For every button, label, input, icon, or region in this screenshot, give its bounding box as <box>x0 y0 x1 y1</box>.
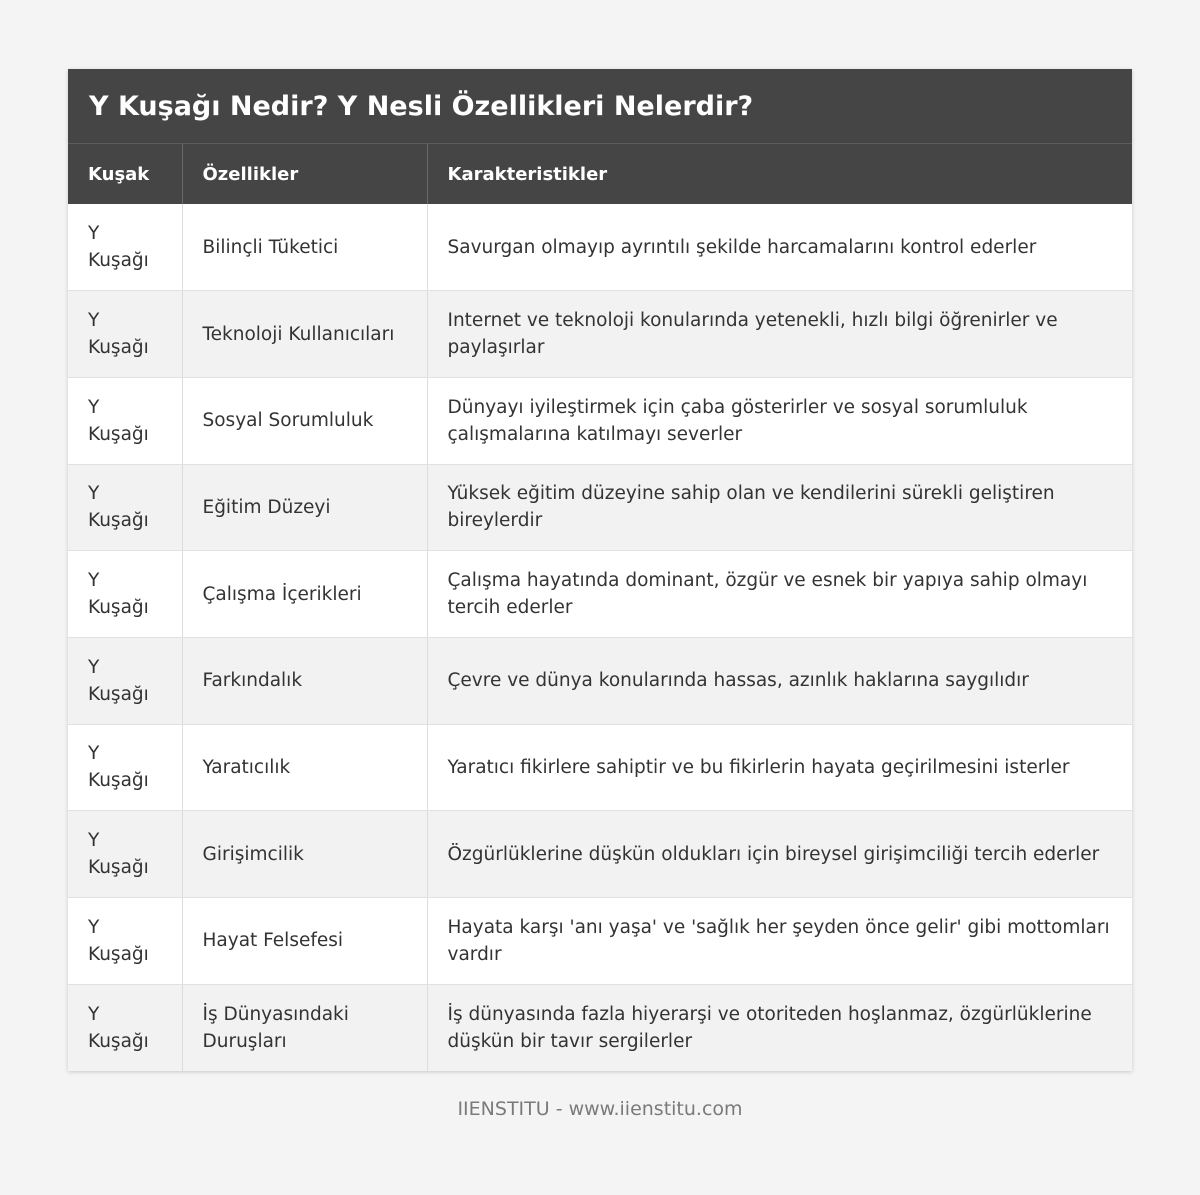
table-row <box>68 898 1132 985</box>
cell-karakteristik: Çalışma hayatında dominant, özgür ve esnek bir yapıya sahip olmayı tercih ederler <box>427 551 1132 638</box>
cell-kusak: Y Kuşağı <box>68 724 182 811</box>
table-row <box>68 291 1132 378</box>
cell-kusak: Y Kuşağı <box>68 984 182 1071</box>
cell-ozellik: Eğitim Düzeyi <box>182 464 427 551</box>
cell-karakteristik: Çevre ve dünya konularında hassas, azınlık haklarına saygılıdır <box>427 637 1132 724</box>
table-row <box>68 551 1132 638</box>
table-row <box>68 724 1132 811</box>
cell-kusak: Y Kuşağı <box>68 204 182 291</box>
cell-karakteristik: İş dünyasında fazla hiyerarşi ve otoriteden hoşlanmaz, özgürlüklerine düşkün bir tavır sergilerler <box>447 1003 1092 1052</box>
table-row <box>68 204 1132 291</box>
column-header-karakteristikler: Karakteristikler <box>447 163 608 185</box>
cell-karakteristik: Yaratıcı fikirlere sahiptir ve bu fikirlerin hayata geçirilmesini isterler <box>427 724 1132 811</box>
cell-kusak: Y Kuşağı <box>68 811 182 898</box>
cell-ozellik: Hayat Felsefesi <box>182 898 427 985</box>
table-row <box>68 377 1132 464</box>
cell-karakteristik: Hayata karşı 'anı yaşa' ve 'sağlık her şeyden önce gelir' gibi mottomları vardır <box>427 898 1132 985</box>
table-row <box>68 811 1132 898</box>
footer-credit: IIENSTITU - www.iienstitu.com <box>457 1098 743 1120</box>
cell-ozellik: İş Dünyasındaki Duruşları <box>182 984 427 1071</box>
cell-kusak: Y Kuşağı <box>68 377 182 464</box>
cell-ozellik: Bilinçli Tüketici <box>182 204 427 291</box>
table-header <box>68 144 1132 204</box>
cell-karakteristik: Internet ve teknoloji konularında yetenekli, hızlı bilgi öğrenirler ve paylaşırlar <box>427 291 1132 378</box>
table-row <box>68 464 1132 551</box>
cell-kusak: Y Kuşağı <box>68 291 182 378</box>
table-card <box>68 69 1132 1071</box>
header-row <box>68 144 1132 204</box>
table-title: Y Kuşağı Nedir? Y Nesli Özellikleri Nelerdir? <box>68 69 1132 144</box>
cell-kusak: Y Kuşağı <box>68 898 182 985</box>
column-header-kusak: Kuşak <box>68 144 182 204</box>
table-body <box>68 204 1132 1071</box>
cell-ozellik: Yaratıcılık <box>182 724 427 811</box>
cell-ozellik: Çalışma İçerikleri <box>182 551 427 638</box>
cell-ozellik: Girişimcilik <box>182 811 427 898</box>
generation-table <box>68 144 1132 1071</box>
cell-kusak: Y Kuşağı <box>68 464 182 551</box>
cell-ozellik: Sosyal Sorumluluk <box>182 377 427 464</box>
cell-kusak: Y Kuşağı <box>68 637 182 724</box>
cell-karakteristik: Yüksek eğitim düzeyine sahip olan ve kendilerini sürekli geliştiren bireylerdir <box>427 464 1132 551</box>
column-header-ozellikler: Özellikler <box>182 144 427 204</box>
cell-ozellik: Farkındalık <box>182 637 427 724</box>
cell-karakteristik: Dünyayı iyileştirmek için çaba gösterirler ve sosyal sorumluluk çalışmalarına katılmayı severler <box>427 377 1132 464</box>
table-row <box>68 984 1132 1071</box>
cell-karakteristik: Savurgan olmayıp ayrıntılı şekilde harcamalarını kontrol ederler <box>427 204 1132 291</box>
table-row <box>68 637 1132 724</box>
cell-kusak: Y Kuşağı <box>68 551 182 638</box>
cell-ozellik: Teknoloji Kullanıcıları <box>182 291 427 378</box>
cell-karakteristik: Özgürlüklerine düşkün oldukları için bireysel girişimciliği tercih ederler <box>427 811 1132 898</box>
